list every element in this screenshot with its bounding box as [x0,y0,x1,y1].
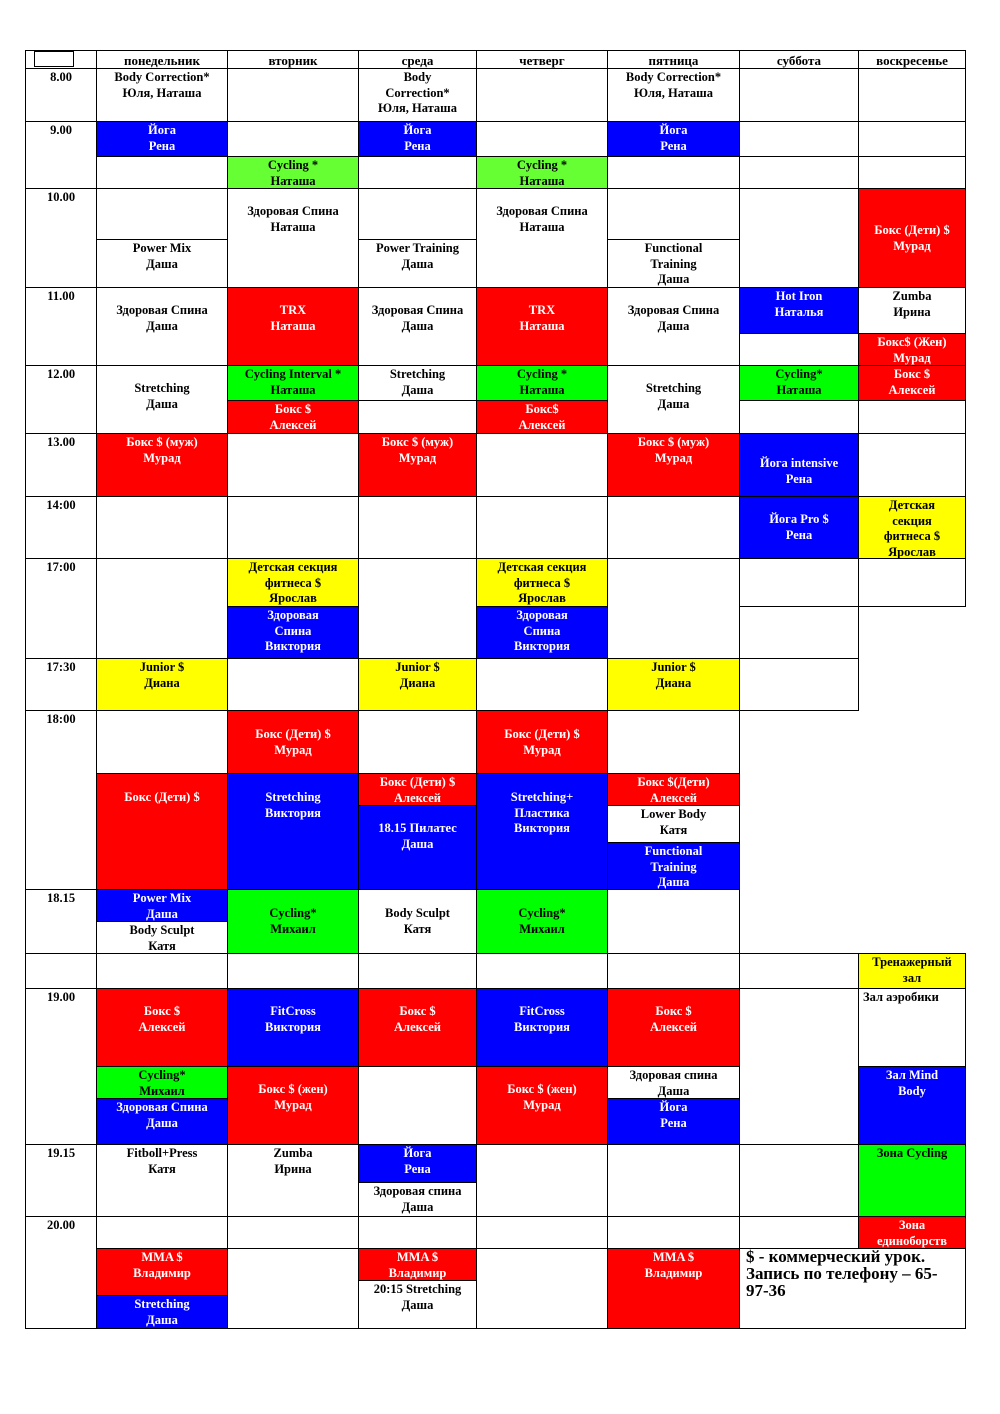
empty-cell [476,953,608,989]
empty-cell [739,188,859,288]
class-cell: Power Training Даша [358,239,477,288]
empty-cell [739,1216,859,1249]
empty-cell [476,1144,608,1217]
class-cell: Детская секция фитнеса $ Ярослав [858,496,966,559]
empty-cell [227,68,359,122]
empty-cell [358,558,477,659]
empty-cell [607,1216,740,1249]
class-cell: Бокс $ (муж) Мурад [358,433,477,497]
legend-mind-body: Зал Mind Body [858,1066,966,1145]
class-cell: Body Sculpt Катя [358,889,477,954]
empty-cell [227,1216,359,1249]
empty-cell [607,558,740,659]
empty-cell [358,156,477,189]
empty-cell [476,1248,608,1329]
empty-cell [227,658,359,711]
class-cell: Детская секция фитнеса $ Ярослав [476,558,608,607]
class-cell: Йога Рена [96,121,228,157]
time-label: 11.00 [25,287,97,366]
class-cell: Йога intensive Рена [739,433,859,497]
class-cell: Body Correction* Юля, Наташа [96,68,228,122]
time-label: 20.00 [25,1216,97,1329]
class-cell: Stretching Даша [607,365,740,434]
empty-cell [858,558,966,607]
class-cell: Йога Pro $ Рена [739,496,859,559]
class-cell: Functional Training Даша [607,842,740,890]
empty-cell [858,400,966,434]
class-cell: 18.15 Пилатес Даша [358,805,477,890]
empty-cell [96,156,228,189]
empty-cell [476,121,608,157]
day-header-wed: среда [358,50,477,69]
empty-cell [227,121,359,157]
empty-cell [607,710,740,774]
class-cell: 20:15 Stretching Даша [358,1280,477,1329]
class-cell: Бокс $ Алексей [858,365,966,401]
empty-cell [739,121,859,157]
class-cell: Здоровая Спина Виктория [227,606,359,659]
class-cell: Здоровая Спина Даша [607,287,740,366]
empty-cell [739,400,859,434]
empty-cell [739,658,859,711]
time-label: 17:00 [25,558,97,659]
class-cell: Йога Рена [607,121,740,157]
empty-cell [858,156,966,189]
empty-cell [476,433,608,497]
time-label: 12.00 [25,365,97,434]
corner-box [34,51,74,67]
class-cell: Functional Training Даша [607,239,740,288]
empty-cell [96,496,228,559]
day-header-sun: воскресенье [858,50,966,69]
empty-cell [96,188,228,240]
time-label: 18:00 [25,710,97,890]
class-cell: Junior $ Диана [607,658,740,711]
day-header-sat: суббота [739,50,859,69]
empty-cell [358,188,477,240]
empty-cell [607,953,740,989]
class-cell: Cycling* Михаил [476,889,608,954]
class-cell: Здоровая спина Даша [607,1066,740,1099]
class-cell: Бокс $ (жен) Мурад [227,1066,359,1145]
empty-cell [476,658,608,711]
empty-cell [858,68,966,122]
time-label: 10.00 [25,188,97,288]
empty-cell [858,121,966,157]
class-cell: Бокс$ Алексей [476,400,608,434]
day-header-tue: вторник [227,50,359,69]
class-cell: Body Sculpt Катя [96,921,228,954]
class-cell: Junior $ Диана [96,658,228,711]
class-cell: Hot Iron Наталья [739,287,859,334]
time-label: 13.00 [25,433,97,497]
class-cell: Бокс $ Алексей [607,988,740,1067]
empty-cell [96,1216,228,1249]
time-label: 19.15 [25,1144,97,1217]
class-cell: Здоровая Спина Наташа [476,188,608,288]
class-cell: Бокс $ (муж) Мурад [96,433,228,497]
legend-cycling-zone: Зона Cycling [858,1144,966,1217]
class-cell: Детская секция фитнеса $ Ярослав [227,558,359,607]
class-cell: Cycling* Наташа [739,365,859,401]
empty-cell [96,953,228,989]
class-cell: FitCross Виктория [227,988,359,1067]
class-cell: Бокс (Дети) $ [96,773,228,890]
empty-cell [96,558,228,659]
class-cell: Lower Body Катя [607,805,740,843]
class-cell: FitCross Виктория [476,988,608,1067]
class-cell: Zumba Ирина [227,1144,359,1217]
class-cell: TRX Наташа [476,287,608,366]
empty-cell [858,433,966,497]
class-cell: Здоровая Спина Даша [96,1098,228,1145]
empty-cell [227,953,359,989]
class-cell: Zumba Ирина [858,287,966,334]
class-cell: TRX Наташа [227,287,359,366]
class-cell: Бокс $ Алексей [96,988,228,1067]
class-cell: Здоровая Спина Даша [96,287,228,366]
empty-cell [607,1144,740,1217]
class-cell: Бокс$ (Жен) Мурад [858,333,966,366]
class-cell: Stretching Даша [96,365,228,434]
time-label: 18.15 [25,889,97,954]
class-cell: Power Mix Даша [96,239,228,288]
class-cell: Cycling * Наташа [227,156,359,189]
class-cell: Йога Рена [358,121,477,157]
class-cell: Cycling* Михаил [227,889,359,954]
empty-cell [739,606,859,659]
time-label: 14:00 [25,496,97,559]
empty-cell [96,710,228,774]
class-cell: Бокс $ (жен) Мурад [476,1066,608,1145]
class-cell: Stretching Даша [358,365,477,401]
class-cell: Body Correction* Юля, Наташа [358,68,477,122]
empty-cell [227,496,359,559]
day-header-mon: понедельник [96,50,228,69]
class-cell: Бокс (Дети) $ Мурад [227,710,359,774]
class-cell: Бокс $ Алексей [358,988,477,1067]
class-cell: Cycling * Наташа [476,365,608,401]
time-label: 19.00 [25,988,97,1145]
day-header-thu: четверг [476,50,608,69]
class-cell: Stretching Даша [96,1295,228,1329]
empty-cell [739,68,859,122]
empty-cell [358,1066,477,1145]
class-cell: Бокс $ (муж) Мурад [607,433,740,497]
day-header-fri: пятница [607,50,740,69]
empty-cell [476,496,608,559]
empty-cell [739,156,859,189]
time-label: 17:30 [25,658,97,711]
empty-cell [358,496,477,559]
empty-cell [739,558,859,607]
commercial-note: $ - коммерческий урок. Запись по телефону – 65- 97-36 [746,1247,938,1300]
empty-cell [739,333,859,366]
empty-cell [358,400,477,434]
empty-cell [227,1248,359,1329]
empty-cell [607,496,740,559]
empty-cell [607,156,740,189]
class-cell: MMA $ Владимир [358,1248,477,1281]
class-cell: Йога Рена [607,1098,740,1145]
empty-cell [739,988,859,1145]
empty-cell [739,953,859,989]
class-cell: Cycling* Михаил [96,1066,228,1099]
class-cell: MMA $ Владимир [607,1248,740,1329]
legend-aerobics: Зал аэробики [858,988,966,1067]
class-cell: Бокс (Дети) $ Мурад [858,188,966,288]
empty-cell [358,1216,477,1249]
empty-cell [739,1144,859,1217]
class-cell: Здоровая Спина Наташа [227,188,359,288]
empty-cell [358,710,477,774]
empty-cell [476,1216,608,1249]
legend-gym: Тренажерный зал [858,953,966,989]
class-cell: Body Correction* Юля, Наташа [607,68,740,122]
class-cell: Здоровая Спина Даша [358,287,477,366]
class-cell: MMA $ Владимир [96,1248,228,1296]
class-cell: Бокс (Дети) $ Алексей [358,773,477,806]
class-cell: Здоровая спина Даша [358,1182,477,1217]
empty-cell [227,433,359,497]
class-cell: Fitboll+Press Катя [96,1144,228,1217]
time-label: 9.00 [25,121,97,189]
empty-cell [607,188,740,240]
time-label [25,953,97,989]
class-cell: Бокс (Дети) $ Мурад [476,710,608,774]
time-label: 8.00 [25,68,97,122]
legend-combat-zone: Зона единоборств [858,1216,966,1249]
empty-cell [358,953,477,989]
class-cell: Cycling Interval * Наташа [227,365,359,401]
class-cell: Йога Рена [358,1144,477,1183]
class-cell: Power Mix Даша [96,889,228,922]
class-cell: Cycling * Наташа [476,156,608,189]
class-cell: Здоровая Спина Виктория [476,606,608,659]
class-cell: Бокс $ Алексей [227,400,359,434]
class-cell: Stretching Виктория [227,773,359,890]
empty-cell [607,889,740,954]
class-cell: Stretching+ Пластика Виктория [476,773,608,890]
empty-cell [476,68,608,122]
class-cell: Бокс $(Дети) Алексей [607,773,740,806]
class-cell: Junior $ Диана [358,658,477,711]
